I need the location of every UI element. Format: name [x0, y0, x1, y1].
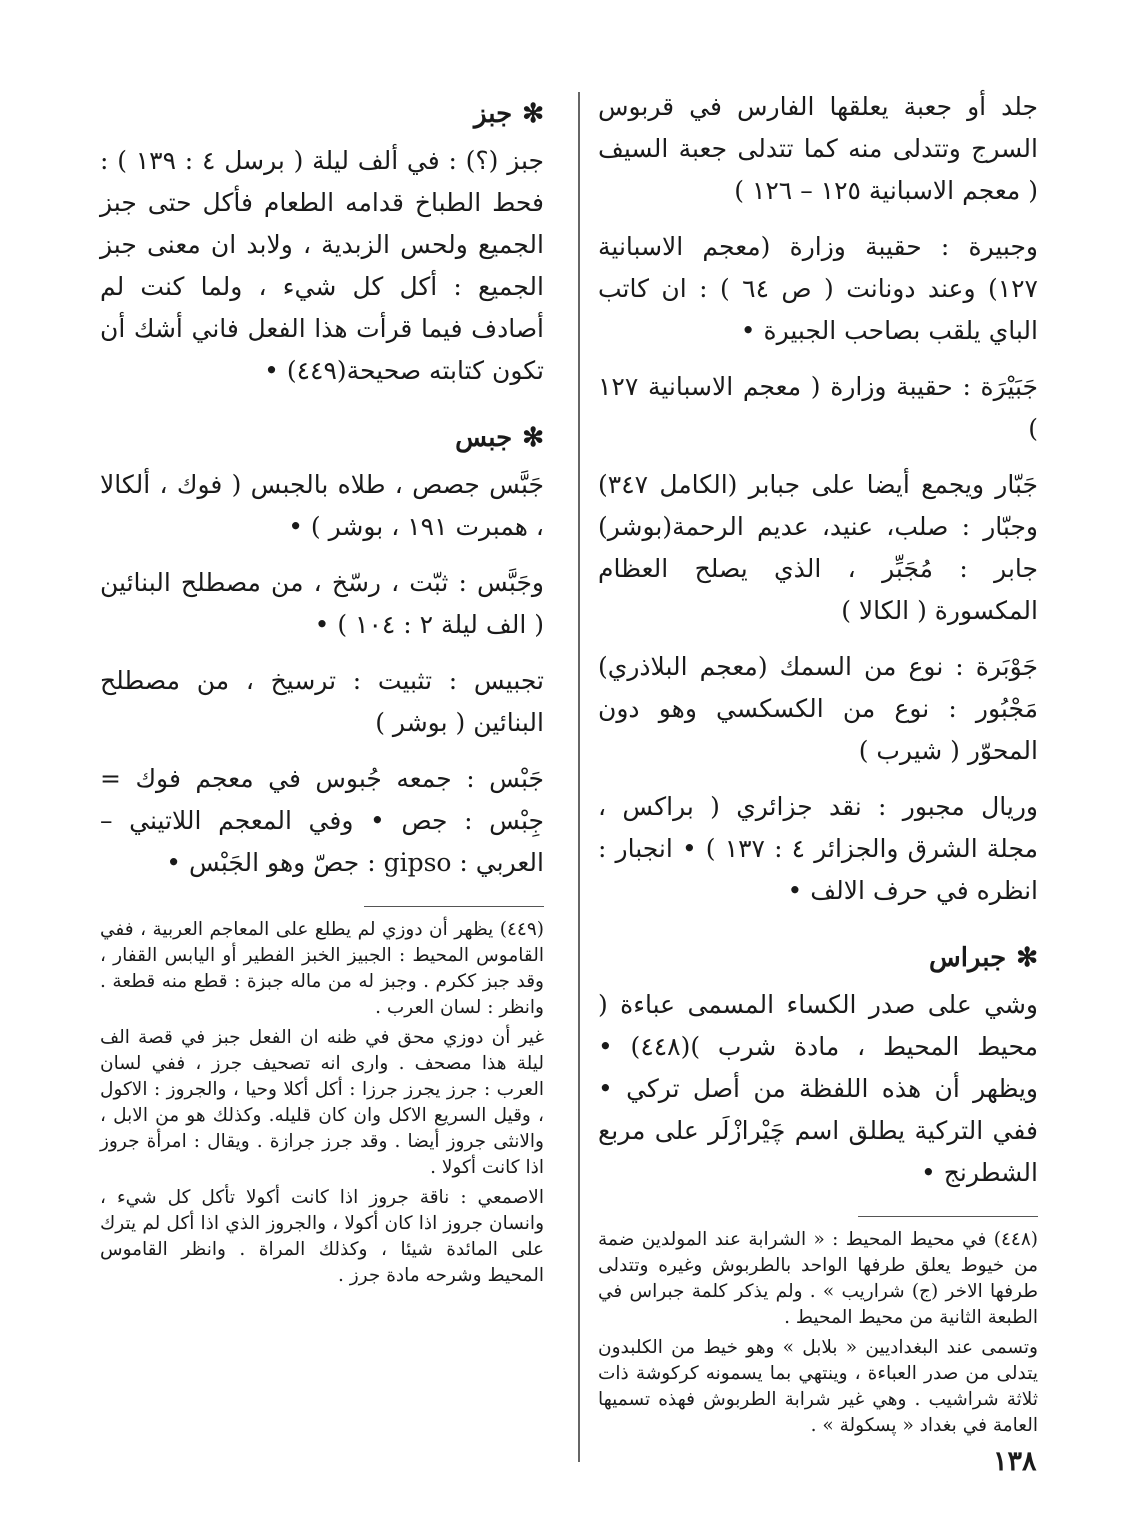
- footnote-divider: [364, 906, 544, 907]
- entry-jabz: جبز (؟) : في ألف ليلة ( برسل ٤ : ١٣٩ ) : فحط الطباخ قدامه الطعام فأكل حتى جبز الجميع ولحس الزبدية ، ولابد ان معنى جبز الجميع : أكل كل شيء ، ولما كنت لم أصادف فيما قرأت هذا الفعل فاني أشك أن تكون كتابته صحيحة(٤٤٩) •: [100, 146, 544, 385]
- page-number: ١٣٨: [993, 1446, 1037, 1477]
- entry-tajabbas: وجَبَّس : ثبّت ، رسّخ ، من مصطلح البنائين ( الف ليلة ٢ : ١٠٤ ) •: [100, 568, 544, 639]
- heading-jibs: [100, 418, 544, 458]
- entry-jabbas: جَبَّس جصص ، طلاه بالجبس ( فوك ، ألكالا ، همبرت ١٩١ ، بوشر ) •: [100, 470, 544, 541]
- footnote-449: (٤٤٩) يظهر أن دوزي لم يطلع على المعاجم العربية ، ففي القاموس المحيط : الجبيز الخبز الفطير أو اليابس القفار ، وقد جبز ككرم . وجبز له من ماله جبزة : قطع منه قطعة . وانظر : لسان العرب .: [100, 919, 544, 1018]
- entry-wajbira: وجبيرة : حقيبة وزارة (معجم الاسبانية ١٢٧) وعند دونانت ( ص ٦٤ ) : ان كاتب الباي يلقب بصاحب الجبيرة •: [598, 232, 1038, 345]
- spacer: [100, 392, 544, 418]
- asterisk-icon: ✻: [522, 99, 544, 129]
- heading-jibras: [598, 938, 1038, 978]
- entry-riyal-majbur: وريال مجبور : نقد جزائري ( براكس ، مجلة الشرق والجزائر ٤ : ١٣٧ ) • انجبار : انظره في حرف الالف •: [598, 792, 1038, 905]
- footnote-448-continued: وتسمى عند البغداديين « بلابل » وهو خيط من الكلبدون يتدلى من صدر العباءة ، وينتهي بما يسمونه كركوشة ذات ثلاثة شراشيب . وهي غير شرابة الطربوش فهذه تسميها العامة في بغداد « پسكولة » .: [598, 1337, 1038, 1436]
- column-divider: [578, 92, 580, 1462]
- heading-jibs-text: جبس: [455, 423, 513, 453]
- entry-jabbar: جَبّار ويجمع أيضا على جبابر (الكامل ٣٤٧) وجبّار : صلب، عنيد، عديم الرحمة(بوشر) جابر : مُجَبِّر ، الذي يصلح العظام المكسورة ( الكالا ): [598, 470, 1038, 625]
- entry-jibras: وشي على صدر الكساء المسمى عباءة ( محيط المحيط ، مادة شرب )(٤٤٨) • ويظهر أن هذه اللفظة من أصل تركي • ففي التركية يطلق اسم چَيْرازْلَر على مربع الشطرنج •: [598, 990, 1038, 1187]
- entry-jawbara: جَوْبَرة : نوع من السمك (معجم البلاذري) مَجْبُور : نوع من الكسكسي وهو دون المحوّر ( شيرب ): [598, 652, 1038, 765]
- left-column: [100, 94, 544, 1289]
- asterisk-icon: ✻: [522, 423, 544, 453]
- footnote-449-part2: غير أن دوزي محق في ظنه ان الفعل جبز في قصة الف ليلة هذا مصحف . وارى انه تصحيف جرز ، ففي لسان العرب : جرز يجرز جرزا : أكل أكلا وحيا ، والجروز : الاكول ، وقيل السريع الاكل وان كان قليله. وكذلك هو من الابل ، والانثى جروز أيضا . وقد جرز جرازة . ويقال : امرأة جروز اذا كانت أكولا .: [100, 1027, 544, 1178]
- footnote-divider: [858, 1216, 1038, 1217]
- asterisk-icon: ✻: [1016, 943, 1038, 973]
- entry-tajbis: تجبيس : تثبيت : ترسيخ ، من مصطلح البنائين ( بوشر ): [100, 666, 544, 737]
- heading-jabz-text: جبز: [473, 99, 513, 129]
- entry-jabayra: جَبَيْرَة : حقيبة وزارة ( معجم الاسبانية ١٢٧ ): [598, 372, 1038, 443]
- entry-continuation: جلد أو جعبة يعلقها الفارس في قربوس السرج وتتدلى منه كما تتدلى جعبة السيف ( معجم الاسبانية ١٢٥ – ١٢٦ ): [598, 92, 1038, 205]
- spacer: [598, 912, 1038, 938]
- footnote-448: (٤٤٨) في محيط المحيط : « الشرابة عند المولدين ضمة من خيوط يعلق طرفها الواحد بالطربوش وغيره وتتدلى طرفها الاخر (ج) شراريب » . ولم يذكر كلمة جبراس في الطبعة الثانية من محيط المحيط .: [598, 1229, 1038, 1328]
- heading-jibras-text: جبراس: [928, 943, 1007, 973]
- right-column: [598, 86, 1038, 1439]
- entry-jabs: جَبْس : جمعه جُبوس في معجم فوك = جِبْس : جص • وفي المعجم اللاتيني – العربي : gipso : جصّ وهو الجَبْس •: [100, 764, 544, 877]
- heading-jabz: [100, 94, 544, 134]
- footnote-449-part3: الاصمعي : ناقة جروز اذا كانت أكولا تأكل كل شيء ، وانسان جروز اذا كان أكولا ، والجروز الذي اذا أكل لم يترك على المائدة شيئا ، وكذلك المراة . وانظر القاموس المحيط وشرحه مادة جرز .: [100, 1187, 544, 1286]
